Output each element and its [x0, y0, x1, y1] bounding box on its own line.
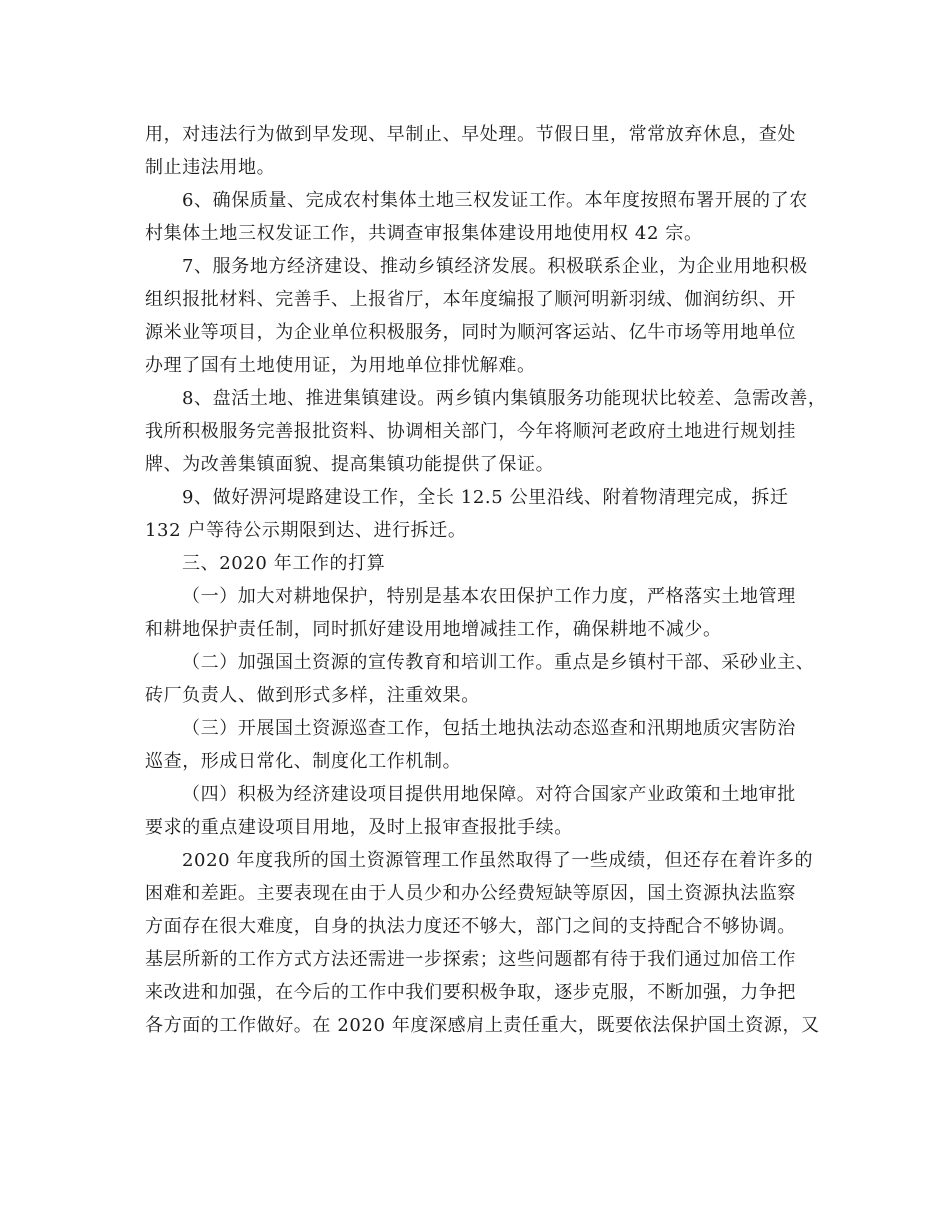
text-line: 各方面的工作做好。在 2020 年度深感肩上责任重大，既要依法保护国土资源，又 — [145, 1015, 820, 1036]
text-line: 困难和差距。主要表现在由于人员少和办公经费短缺等原因，国土资源执法监察 — [145, 883, 796, 904]
text-line: 组织报批材料、完善手、上报省厅，本年度编报了顺河明新羽绒、伽润纺织、开 — [145, 289, 796, 310]
text-line: 9、做好淠河堤路建设工作，全长 12.5 公里沿线、附着物清理完成，拆迁 — [182, 487, 789, 508]
text-line: 用，对违法行为做到早发现、早制止、早处理。节假日里，常常放弃休息，查处 — [145, 124, 796, 145]
text-line: 巡查，形成日常化、制度化工作机制。 — [145, 751, 462, 772]
text-line: 牌、为改善集镇面貌、提高集镇功能提供了保证。 — [145, 454, 555, 475]
text-line: 要求的重点建设项目用地，及时上报审查报批手续。 — [145, 817, 573, 838]
text-line: 办理了国有土地使用证，为用地单位排忧解难。 — [145, 355, 536, 376]
text-line: （四）积极为经济建设项目提供用地保障。对符合国家产业政策和土地审批 — [182, 784, 796, 805]
text-line: 8、盘活土地、推进集镇建设。两乡镇内集镇服务功能现状比较差、急需改善， — [182, 388, 827, 409]
text-line: 制止违法用地。 — [145, 157, 276, 178]
text-line: 方面存在很大难度，自身的执法力度还不够大，部门之间的支持配合不够协调。 — [145, 916, 796, 937]
text-line: 132 户等待公示期限到达、进行拆迁。 — [145, 520, 467, 541]
text-line: 和耕地保护责任制，同时抓好建设用地增减挂工作，确保耕地不减少。 — [145, 619, 722, 640]
text-line: （三）开展国土资源巡查工作，包括土地执法动态巡查和汛期地质灾害防治 — [182, 718, 796, 739]
body-text — [145, 118, 825, 1042]
text-line: 源米业等项目，为企业单位积极服务，同时为顺河客运站、亿牛市场等用地单位 — [145, 322, 796, 343]
text-line: （二）加强国土资源的宣传教育和培训工作。重点是乡镇村干部、采砂业主、 — [182, 652, 815, 673]
text-line: 6、确保质量、完成农村集体土地三权发证工作。本年度按照布署开展的了农 — [182, 190, 808, 211]
text-line: 村集体土地三权发证工作，共调查审报集体建设用地使用权 42 宗。 — [145, 223, 703, 244]
text-line: 来改进和加强，在今后的工作中我们要积极争取，逐步克服，不断加强，力争把 — [145, 982, 796, 1003]
text-line: 我所积极服务完善报批资料、协调相关部门，今年将顺河老政府土地进行规划挂 — [145, 421, 796, 442]
text-line: 基层所新的工作方式方法还需进一步探索；这些问题都有待于我们通过加倍工作 — [145, 949, 796, 970]
text-line: 砖厂负责人、做到形式多样，注重效果。 — [145, 685, 480, 706]
text-line: 2020 年度我所的国土资源管理工作虽然取得了一些成绩，但还存在着许多的 — [182, 850, 814, 871]
text-line: （一）加大对耕地保护，特别是基本农田保护工作力度，严格落实土地管理 — [182, 586, 796, 607]
text-line: 三、2020 年工作的打算 — [182, 553, 386, 574]
text-line: 7、服务地方经济建设、推动乡镇经济发展。积极联系企业，为企业用地积极 — [182, 256, 808, 277]
